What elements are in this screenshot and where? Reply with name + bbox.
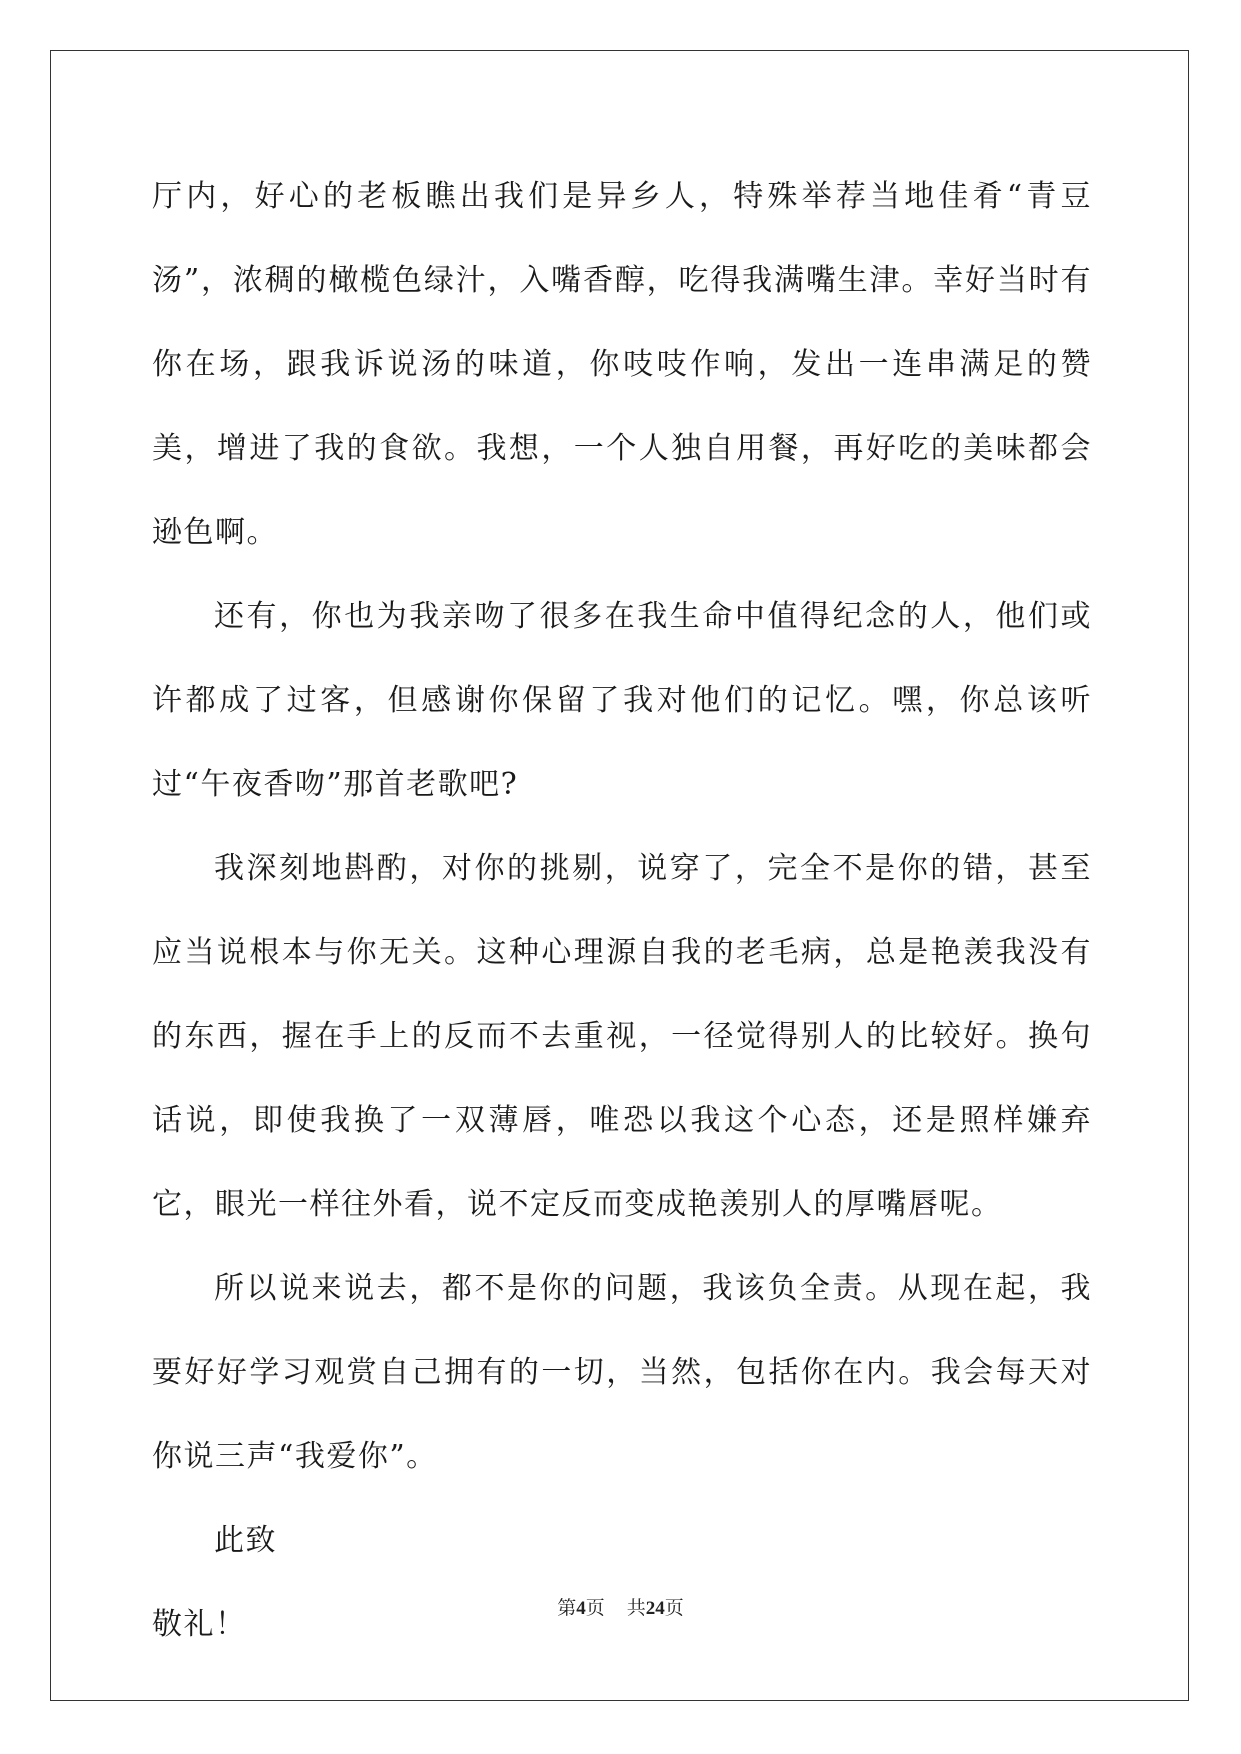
paragraph-2: 还有，你也为我亲吻了很多在我生命中值得纪念的人，他们或许都成了过客，但感谢你保留了我对他们的记忆。嘿，你总该听过“午夜香吻”那首老歌吧? bbox=[152, 599, 1092, 802]
total-unit: 页 bbox=[664, 1597, 684, 1619]
salutation-line: 敬礼！ bbox=[152, 1607, 247, 1642]
page-footer bbox=[0, 1593, 1241, 1620]
total-pages: 24 bbox=[645, 1598, 665, 1619]
paragraph-1: 厅内，好心的老板瞧出我们是异乡人，特殊举荐当地佳肴“青豆汤”，浓稠的橄榄色绿汁，入嘴香醇，吃得我满嘴生津。幸好当时有你在场，跟我诉说汤的味道，你吱吱作响，发出一连串满足的赞美，增进了我的食欲。我想，一个人独自用餐，再好吃的美味都会逊色啊。 bbox=[152, 179, 1092, 550]
closing-line: 此致 bbox=[214, 1523, 277, 1558]
page-unit: 页 bbox=[585, 1597, 605, 1619]
paragraph-3: 我深刻地斟酌，对你的挑剔，说穿了，完全不是你的错，甚至应当说根本与你无关。这种心理源自我的老毛病，总是艳羡我没有的东西，握在手上的反而不去重视，一径觉得别人的比较好。换句话说，即使我换了一双薄唇，唯恐以我这个心态，还是照样嫌弃它，眼光一样往外看，说不定反而变成艳羡别人的厚嘴唇呢。 bbox=[152, 851, 1092, 1222]
total-prefix: 共 bbox=[626, 1597, 646, 1619]
paragraph-4: 所以说来说去，都不是你的问题，我该负全责。从现在起，我要好好学习观赏自己拥有的一切，当然，包括你在内。我会每天对你说三声“我爱你”。 bbox=[152, 1271, 1092, 1474]
page-number: 4 bbox=[576, 1598, 586, 1619]
document-body bbox=[152, 155, 1092, 1667]
page-prefix: 第 bbox=[557, 1597, 577, 1619]
